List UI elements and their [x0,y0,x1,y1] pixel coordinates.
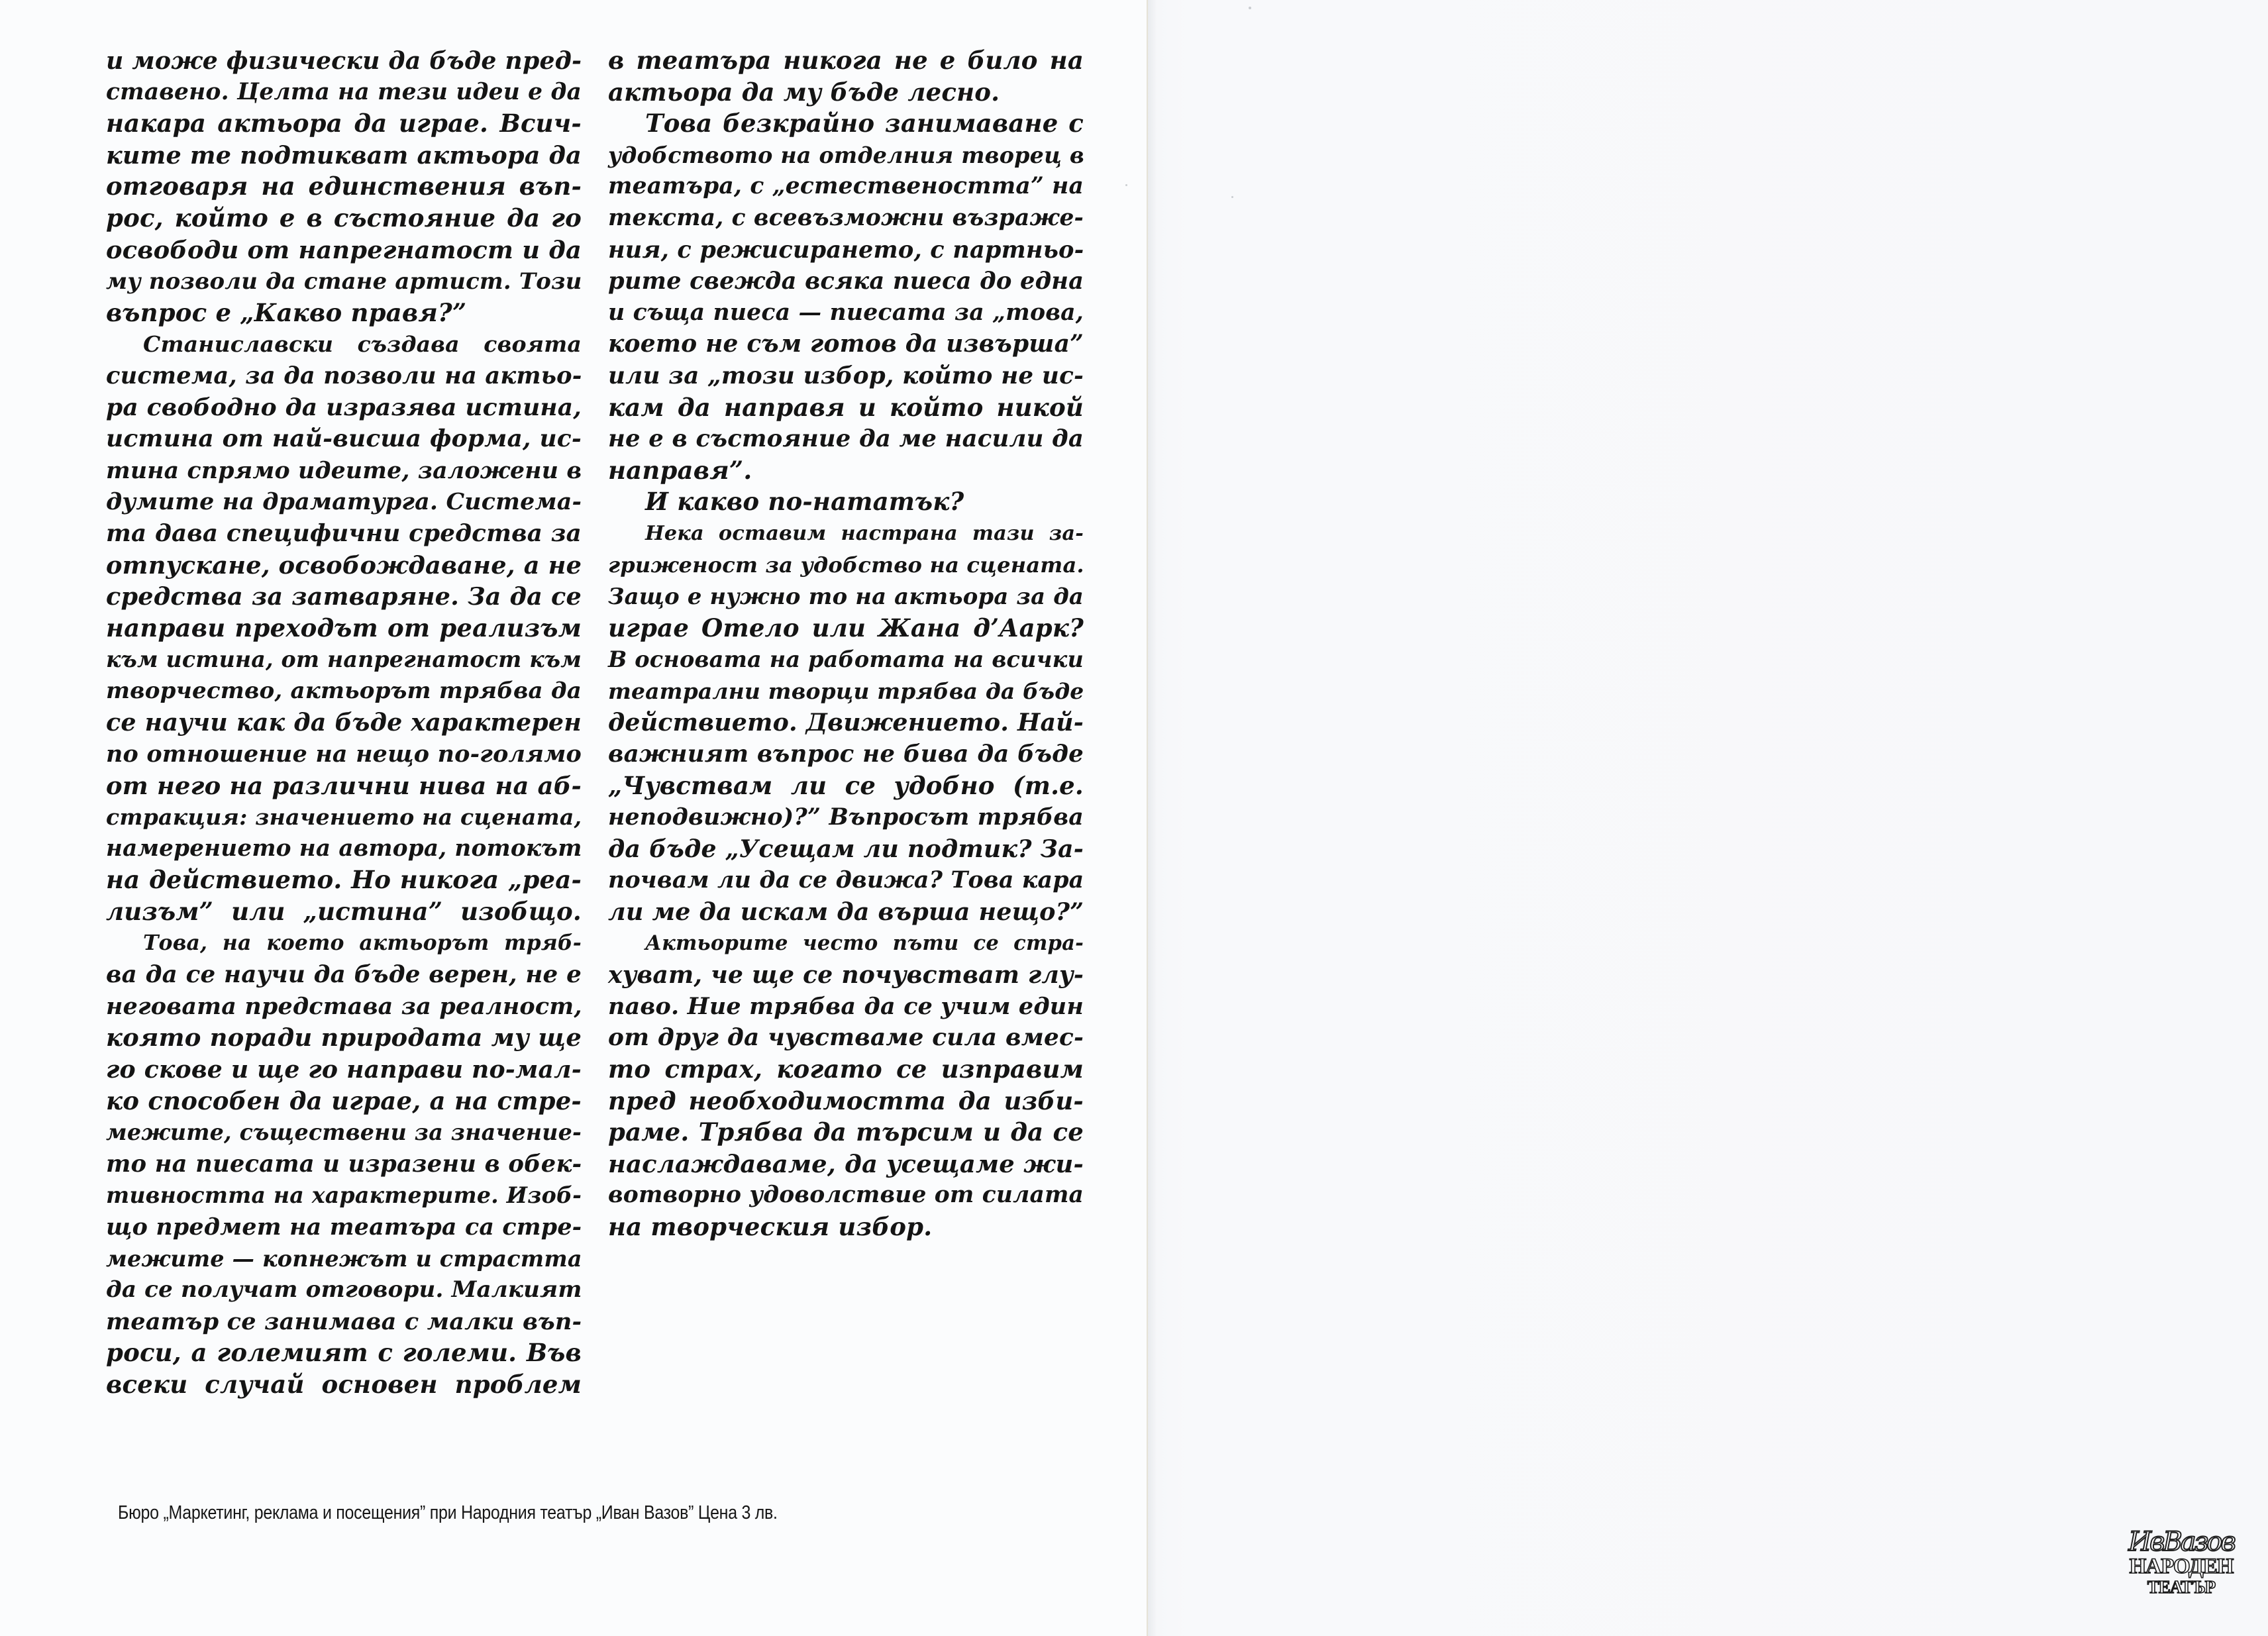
text-line: направя”. [608,455,752,485]
scan-speck [1125,184,1127,186]
text-line: наслаждаваме, да усещаме жи- [608,1149,1084,1178]
text-line: театрални творци трябва да бъде [608,678,1084,704]
logo-line-1: НАРОДЕН [2129,1555,2234,1578]
text-line: действието. Движението. Най- [608,708,1084,737]
text-line: хуват, че ще се почувстват глу- [608,960,1084,990]
text-column-2 [608,45,1084,1243]
text-line: межите, съществени за значение- [106,1119,582,1146]
text-line: пред необходимостта да изби- [608,1086,1084,1115]
text-line: и съща пиеса — пиесата за „това, [608,299,1084,326]
text-line: в театъра никога не е било на [608,46,1084,75]
text-line: въпрос е „Какво правя?” [106,297,467,327]
text-line: Това безкрайно занимаване с [645,109,1084,138]
text-line: накара актьора да играе. Всич- [106,109,582,138]
text-line: актьора да му бъде лесно. [608,77,1000,107]
text-line: неподвижно)?” Въпросът трябва [608,803,1084,831]
text-line: театър се занимава с малки въп- [106,1307,582,1335]
text-line: рос, който е в състояние да го [106,203,582,232]
text-line: роси, а големият с големи. Във [106,1338,582,1368]
text-line: межите — копнежът и страстта [106,1245,582,1272]
text-line: то страх, когато се изправим [608,1054,1084,1084]
text-line: раме. Трябва да търсим и да се [608,1117,1084,1147]
text-line: В основата на работата на всички [608,646,1084,673]
text-line: отговаря на единствения въп- [106,172,582,201]
text-line: отпускане, освобождаване, а не [106,550,582,580]
text-line: истина от най-висша форма, ис- [106,425,582,453]
text-line: намерението на автора, потокът [106,835,582,862]
text-line: Станиславски създава своята [143,331,582,358]
text-line: към истина, от напрегнатост към [106,646,582,673]
text-line: то на пиесата и изразени в обек- [106,1150,582,1178]
text-line: ките те подтикват актьора да [106,140,582,170]
text-line: гриженост за удобство на сцената. [608,552,1084,578]
text-line: на действието. Но никога „реа- [106,865,582,895]
text-line: кам да направя и който никой [608,392,1084,422]
text-line: не е в състояние да ме насили да [608,425,1084,453]
text-line: освободи от напрегнатост и да [106,235,582,264]
text-line: що предмет на театъра са стре- [106,1213,582,1241]
text-line: рите свежда всяка пиеса до една [608,268,1084,295]
text-line: да се получат отговори. Малкият [106,1276,582,1304]
text-line: почвам ли да се движа? Това кара [608,866,1084,894]
text-line: ли ме да искам да върша нещо?” [608,897,1084,927]
text-line: ва да се научи да бъде верен, не е [106,960,582,989]
text-line: което не съм готов да извърша” [608,330,1084,358]
text-line: тина спрямо идеите, заложени в [106,456,582,484]
text-line: направи преходът от реализъм [106,613,582,642]
text-line: от друг да чувстваме сила вмес- [608,1023,1084,1052]
text-line: „Чувствам ли се удобно (т.е. [608,770,1084,800]
text-line: удобството на отделния творец в [608,142,1084,168]
text-line: И какво по-нататък? [645,487,964,517]
text-line: или за „този избор, който не ис- [608,361,1084,389]
right-page [1148,0,2268,1636]
text-line: паво. Ние трябва да се учим един [608,992,1084,1020]
text-line: тивността на характерите. Изоб- [106,1182,582,1209]
text-line: ра свободно да изразява истина, [106,393,582,421]
text-line: на творческия избор. [608,1211,933,1241]
text-line: ставено. Целта на тези идеи е да [106,78,582,105]
text-line: важният въпрос не бива да бъде [608,741,1084,768]
scan-speck [1249,7,1251,9]
text-line: та дава специфични средства за [106,519,582,547]
text-line: да бъде „Усещам ли подтик? За- [608,834,1084,863]
text-line: от него на различни нива на аб- [106,770,582,800]
text-line: Нека оставим настрана тази за- [645,521,1084,545]
logo-line-2: ТЕАТЪР [2147,1577,2216,1597]
scan-speck [1231,196,1233,198]
text-line: система, за да позволи на актьо- [106,362,582,389]
text-line: вотворно удоволствие от силата [608,1182,1084,1209]
text-line: играе Отело или Жана д’Аарк? [608,613,1084,642]
text-column-1 [106,45,582,1401]
text-line: лизъм” или „истина” изобщо. [106,897,582,927]
text-line: се научи как да бъде характерен [106,708,582,737]
text-line: Това, на което актьорът тряб- [143,931,582,955]
text-line: средства за затваряне. За да се [106,582,582,611]
text-line: неговата представа за реалност, [106,992,582,1020]
publisher-footer: Бюро „Маркетинг, реклама и посещения” при Народния театър „Иван Вазов” Цена 3 лв. [118,1502,778,1523]
text-line: стракция: значението на сцената, [106,804,582,831]
text-line: му позволи да стане артист. Този [106,268,582,295]
text-line: и може физически да бъде пред- [106,46,582,75]
text-line: която поради природата му ще [106,1023,582,1052]
text-line: всеки случай основен проблем [106,1369,582,1399]
logo-signature: ИвВазов [2128,1527,2234,1557]
text-line: думите на драматурга. Система- [106,488,582,516]
text-line: ко способен да играе, а на стре- [106,1086,582,1115]
text-line: театъра, с „естествеността” на [608,173,1084,200]
text-line: го скове и ще го направи по-мал- [106,1055,582,1084]
text-line: текста, с всевъзможни възраже- [608,204,1084,231]
text-line: ния, с режисирането, с партньо- [608,236,1084,264]
text-line: Защо е нужно то на актьора за да [608,583,1084,610]
national-theatre-logo [2125,1529,2238,1606]
text-line: творчество, актьорът трябва да [106,677,582,704]
text-line: Актьорите често пъти се стра- [645,931,1084,955]
text-line: по отношение на нещо по-голямо [106,741,582,768]
